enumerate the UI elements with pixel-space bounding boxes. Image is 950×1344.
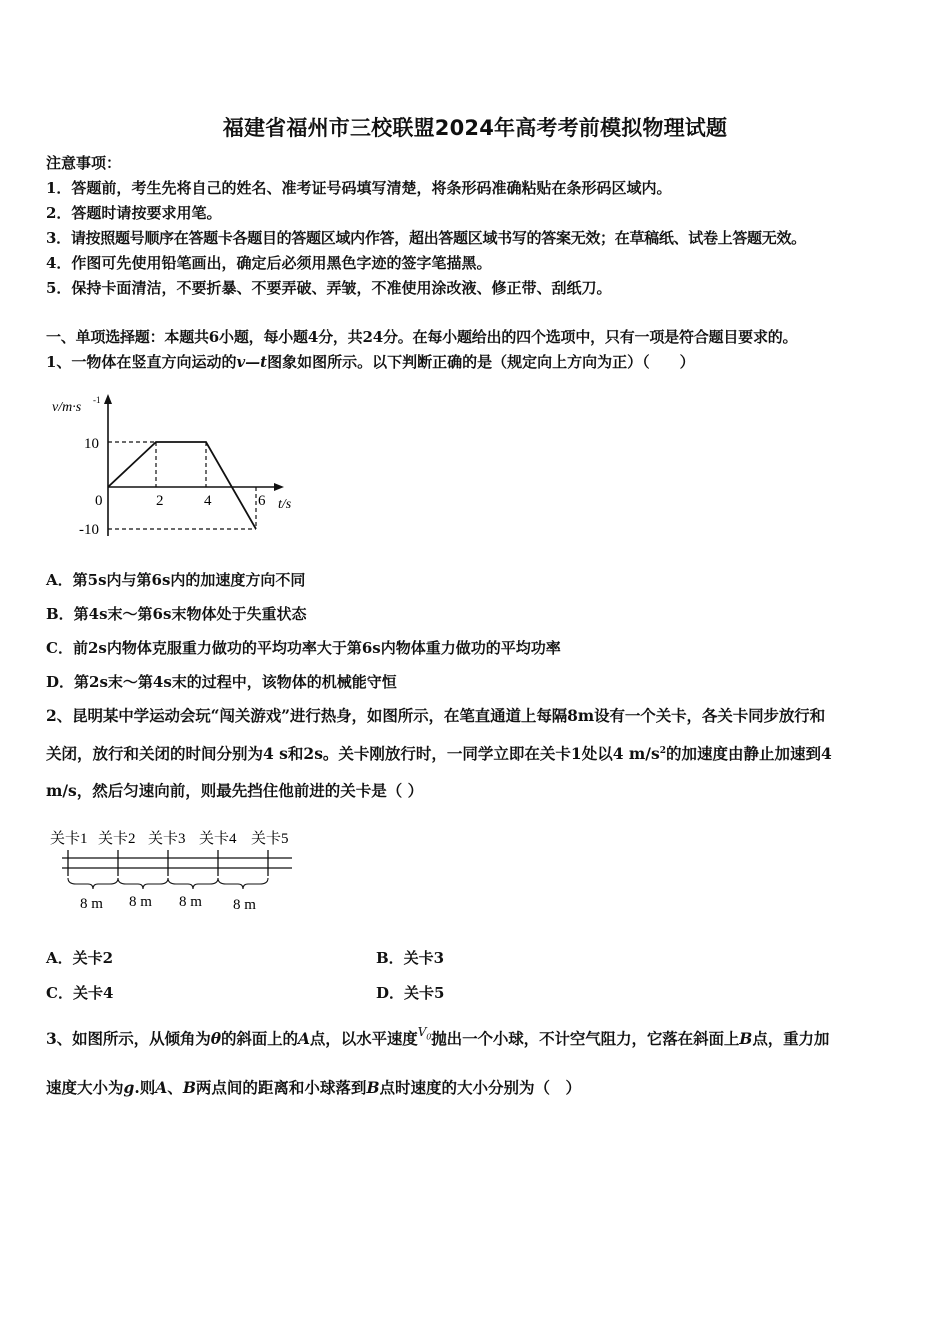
span-label: 8 m xyxy=(80,896,103,912)
y-axis-exponent: -1 xyxy=(93,395,101,405)
q1-option-b: B．第4s末～第6s末物体处于失重状态 xyxy=(46,605,307,623)
x-tick-0: 0 xyxy=(95,493,103,509)
page-title: 福建省福州市三校联盟2024年高考考前模拟物理试题 xyxy=(222,116,728,140)
q2-option-d: D．关卡5 xyxy=(376,984,445,1002)
span-label: 8 m xyxy=(233,897,256,913)
q3-point-a2: A xyxy=(155,1078,168,1097)
q1-option-c: C．前2s内物体克服重力做功的平均功率大于第6s内物体重力做功的平均功率 xyxy=(46,639,561,657)
gate-label: 关卡4 xyxy=(199,831,237,847)
q3-line2 xyxy=(46,1078,581,1098)
q2-line2a: 关闭，放行和关闭的时间分别为4 s和2s。关卡刚放行时，一同学立即在关卡1处以4 m/s xyxy=(46,744,660,763)
notice-item: 5．保持卡面清洁，不要折暴、不要弄破、弄皱，不准使用涂改液、修正带、刮纸刀。 xyxy=(46,279,612,297)
q3-l1a: 3、如图所示，从倾角为 xyxy=(46,1029,211,1048)
gate-label: 关卡3 xyxy=(148,831,186,847)
q1-stem xyxy=(46,352,695,372)
q3-l1e: 点，重力加 xyxy=(752,1029,830,1048)
q1-option-d: D．第2s末～第4s末的过程中，该物体的机械能守恒 xyxy=(46,673,397,691)
q3-l2a: 速度大小为 xyxy=(46,1078,124,1097)
span-label: 8 m xyxy=(129,894,152,910)
y-tick-10: 10 xyxy=(84,436,99,452)
notice-heading: 注意事项： xyxy=(46,154,122,172)
q1-stem-vt: v—t xyxy=(236,353,268,371)
vt-graph xyxy=(46,388,306,548)
y-axis-label: v/m·s xyxy=(52,400,82,415)
gate-label: 关卡2 xyxy=(98,831,136,847)
span-brace xyxy=(118,878,168,889)
q3-l1d: 抛出一个小球，不计空气阻力，它落在斜面上 xyxy=(431,1029,740,1048)
q3-v0-sub: 0 xyxy=(426,1032,432,1042)
span-brace xyxy=(168,878,218,889)
q3-l2e: 点时速度的大小分别为（ ） xyxy=(379,1078,582,1097)
q2-line1: 2、昆明某中学运动会玩“闯关游戏”进行热身，如图所示，在笔直通道上每隔8m设有一个关卡，各关卡同步放行和 xyxy=(46,706,826,725)
q3-point-b2: B xyxy=(182,1078,196,1097)
gates-figure xyxy=(46,822,306,917)
notice-item: 2．答题时请按要求用笔。 xyxy=(46,204,222,222)
x-tick-2: 2 xyxy=(156,493,164,509)
q2-line2 xyxy=(46,744,832,764)
q3-line1 xyxy=(46,1025,830,1055)
section-heading: 一、单项选择题：本题共6小题，每小题4分，共24分。在每小题给出的四个选项中，只有一项是符合题目要求的。 xyxy=(46,328,798,346)
notice-item: 1．答题前，考生先将自己的姓名、准考证号码填写清楚，将条形码准确粘贴在条形码区域内。 xyxy=(46,179,672,197)
gate-label: 关卡1 xyxy=(50,831,88,847)
y-axis-arrow-icon xyxy=(104,394,112,404)
gate-label: 关卡5 xyxy=(251,831,289,847)
q2-option-a: A．关卡2 xyxy=(46,949,114,967)
q3-l2b: .则 xyxy=(134,1078,156,1097)
q3-l1b: 的斜面上的 xyxy=(220,1029,298,1048)
x-tick-6: 6 xyxy=(258,493,266,509)
velocity-curve xyxy=(108,442,256,529)
q3-l1c: 点，以水平速度 xyxy=(309,1029,418,1048)
span-label: 8 m xyxy=(179,894,202,910)
notice-item: 4．作图可先使用铅笔画出，确定后必须用黑色字迹的签字笔描黑。 xyxy=(46,254,492,272)
q1-stem-b: 图象如图所示。以下判断正确的是（规定向上方向为正）（ ） xyxy=(267,353,695,371)
q3-v0 xyxy=(417,1025,432,1042)
q3-l2c: 、 xyxy=(167,1078,183,1097)
notice-item: 3．请按照题号顺序在答题卡各题目的答题区域内作答，超出答题区域书写的答案无效；在草稿纸、试卷上答题无效。 xyxy=(46,229,806,247)
q3-g: g xyxy=(123,1078,135,1097)
q1-stem-a: 1、一物体在竖直方向运动的 xyxy=(46,353,237,371)
q3-l2d: 两点间的距离和小球落到 xyxy=(195,1078,367,1097)
y-tick-neg10: -10 xyxy=(79,522,99,538)
q3-point-a: A xyxy=(297,1029,310,1048)
x-tick-4: 4 xyxy=(204,493,212,509)
x-axis-arrow-icon xyxy=(274,483,284,491)
q3-point-b3: B xyxy=(366,1078,380,1097)
q3-point-b: B xyxy=(739,1029,753,1048)
q2-line3: m/s，然后匀速向前，则最先挡住他前进的关卡是（ ） xyxy=(46,781,424,800)
q2-line2b: 的加速度由静止加速到4 xyxy=(665,744,832,763)
span-brace xyxy=(218,878,268,889)
q2-option-c: C．关卡4 xyxy=(46,984,114,1002)
q3-theta: θ xyxy=(210,1029,221,1048)
q2-option-b: B．关卡3 xyxy=(376,949,445,967)
span-brace xyxy=(68,878,118,889)
x-axis-label: t/s xyxy=(278,497,292,512)
q3-v0-letter: V xyxy=(417,1025,427,1039)
q1-option-a: A．第5s内与第6s内的加速度方向不同 xyxy=(46,571,306,589)
q2-line2-sup: 2 xyxy=(659,745,666,756)
